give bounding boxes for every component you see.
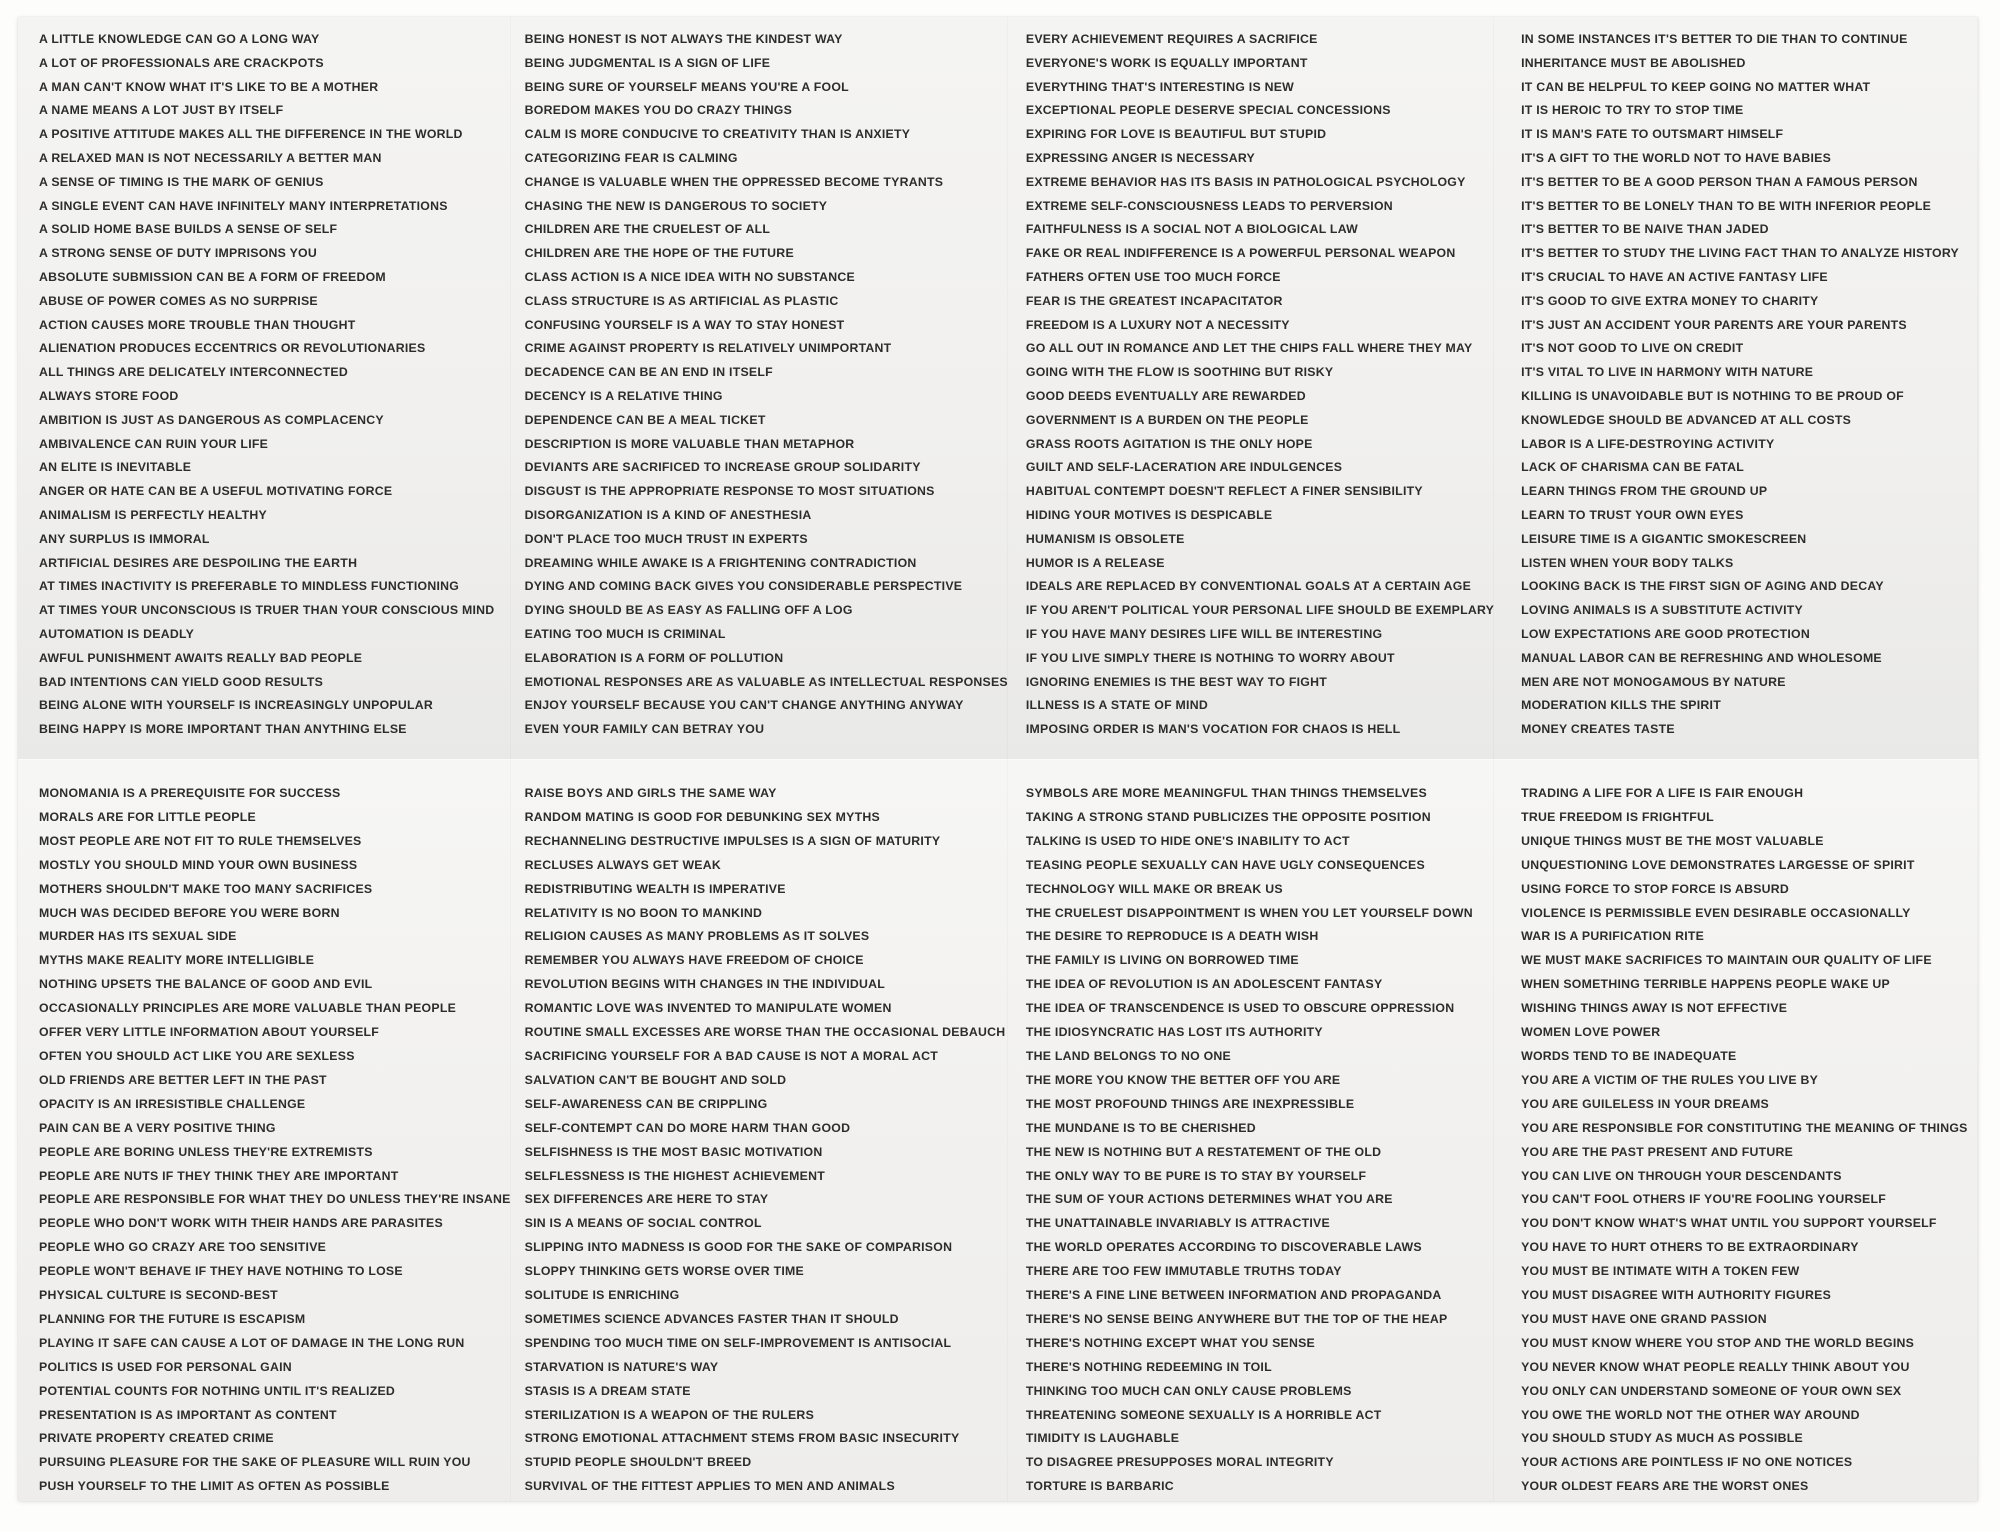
truism-line: YOU ARE THE PAST PRESENT AND FUTURE: [1521, 1144, 1794, 1159]
truism-line: DON'T PLACE TOO MUCH TRUST IN EXPERTS: [524, 531, 808, 546]
truism-line: CHASING THE NEW IS DANGEROUS TO SOCIETY: [524, 198, 828, 213]
truism-line: IDEALS ARE REPLACED BY CONVENTIONAL GOALS AT A CERTAIN AGE: [1025, 579, 1472, 594]
truism-line: AWFUL PUNISHMENT AWAITS REALLY BAD PEOPLE: [39, 650, 363, 665]
truism-line: SELF-AWARENESS CAN BE CRIPPLING: [524, 1096, 768, 1111]
truism-line: A STRONG SENSE OF DUTY IMPRISONS YOU: [39, 246, 317, 261]
truism-line: YOU OWE THE WORLD NOT THE OTHER WAY AROUND: [1521, 1407, 1860, 1422]
truism-line: A SOLID HOME BASE BUILDS A SENSE OF SELF: [39, 222, 338, 237]
truism-line: THE NEW IS NOTHING BUT A RESTATEMENT OF THE OLD: [1025, 1144, 1382, 1159]
truism-line: AMBIVALENCE CAN RUIN YOUR LIFE: [39, 436, 269, 451]
truism-line: GUILT AND SELF-LACERATION ARE INDULGENCES: [1025, 460, 1343, 475]
truism-line: PLAYING IT SAFE CAN CAUSE A LOT OF DAMAGE IN THE LONG RUN: [39, 1335, 465, 1350]
truism-line: IT'S CRUCIAL TO HAVE AN ACTIVE FANTASY LIFE: [1521, 269, 1828, 284]
truism-line: FEAR IS THE GREATEST INCAPACITATOR: [1025, 293, 1283, 308]
truism-line: MODERATION KILLS THE SPIRIT: [1521, 698, 1721, 713]
truism-line: THREATENING SOMEONE SEXUALLY IS A HORRIBLE ACT: [1025, 1407, 1382, 1422]
truism-line: THE IDEA OF REVOLUTION IS AN ADOLESCENT FANTASY: [1025, 977, 1383, 992]
truism-line: ANY SURPLUS IS IMMORAL: [39, 531, 210, 546]
truism-line: ELABORATION IS A FORM OF POLLUTION: [524, 650, 784, 665]
truism-line: YOU HAVE TO HURT OTHERS TO BE EXTRAORDINARY: [1521, 1240, 1859, 1255]
truism-line: FAKE OR REAL INDIFFERENCE IS A POWERFUL PERSONAL WEAPON: [1025, 246, 1456, 261]
truism-line: TEASING PEOPLE SEXUALLY CAN HAVE UGLY CONSEQUENCES: [1025, 857, 1425, 872]
truism-line: IT'S BETTER TO BE LONELY THAN TO BE WITH INFERIOR PEOPLE: [1521, 198, 1932, 213]
truism-line: BEING HONEST IS NOT ALWAYS THE KINDEST WAY: [524, 32, 843, 46]
truism-line: THERE'S NOTHING REDEEMING IN TOIL: [1025, 1359, 1272, 1374]
truism-line: HUMANISM IS OBSOLETE: [1025, 531, 1185, 546]
truism-line: SELFISHNESS IS THE MOST BASIC MOTIVATION: [524, 1144, 823, 1159]
truism-line: YOU MUST KNOW WHERE YOU STOP AND THE WORLD BEGINS: [1521, 1335, 1915, 1350]
truism-line: RAISE BOYS AND GIRLS THE SAME WAY: [524, 786, 777, 800]
truism-line: EVEN YOUR FAMILY CAN BETRAY YOU: [524, 722, 765, 737]
truism-line: SYMBOLS ARE MORE MEANINGFUL THAN THINGS THEMSELVES: [1025, 786, 1427, 800]
truism-line: THE IDEA OF TRANSCENDENCE IS USED TO OBSCURE OPPRESSION: [1025, 1001, 1455, 1016]
truism-line: IGNORING ENEMIES IS THE BEST WAY TO FIGHT: [1025, 674, 1327, 689]
truism-line: LEARN THINGS FROM THE GROUND UP: [1521, 484, 1768, 499]
truism-line: THE CRUELEST DISAPPOINTMENT IS WHEN YOU LET YOURSELF DOWN: [1025, 905, 1473, 920]
truism-line: BEING HAPPY IS MORE IMPORTANT THAN ANYTHING ELSE: [39, 722, 407, 737]
truism-line: DREAMING WHILE AWAKE IS A FRIGHTENING CONTRADICTION: [524, 555, 917, 570]
truism-line: TALKING IS USED TO HIDE ONE'S INABILITY TO ACT: [1025, 833, 1350, 848]
truism-line: CALM IS MORE CONDUCIVE TO CREATIVITY THAN IS ANXIETY: [524, 127, 911, 142]
truism-line: ENJOY YOURSELF BECAUSE YOU CAN'T CHANGE ANYTHING ANYWAY: [524, 698, 964, 713]
truism-line: ROMANTIC LOVE WAS INVENTED TO MANIPULATE WOMEN: [524, 1001, 892, 1016]
truism-line: REMEMBER YOU ALWAYS HAVE FREEDOM OF CHOICE: [524, 953, 864, 968]
truism-line: GOING WITH THE FLOW IS SOOTHING BUT RISKY: [1025, 365, 1334, 380]
truism-line: STERILIZATION IS A WEAPON OF THE RULERS: [524, 1407, 815, 1422]
truism-line: DECENCY IS A RELATIVE THING: [524, 388, 723, 403]
truism-line: IT'S VITAL TO LIVE IN HARMONY WITH NATURE: [1521, 365, 1814, 380]
truism-line: EVERY ACHIEVEMENT REQUIRES A SACRIFICE: [1025, 32, 1318, 46]
truism-line: SEX DIFFERENCES ARE HERE TO STAY: [524, 1192, 769, 1207]
truism-line: EVERYONE'S WORK IS EQUALLY IMPORTANT: [1025, 55, 1308, 70]
truism-line: A SINGLE EVENT CAN HAVE INFINITELY MANY INTERPRETATIONS: [39, 198, 448, 213]
truism-panel-4: [1494, 17, 1978, 759]
truism-line: KILLING IS UNAVOIDABLE BUT IS NOTHING TO BE PROUD OF: [1521, 388, 1904, 403]
truism-line: IT'S BETTER TO BE A GOOD PERSON THAN A FAMOUS PERSON: [1521, 174, 1918, 189]
truism-line: IT CAN BE HELPFUL TO KEEP GOING NO MATTER WHAT: [1521, 79, 1871, 94]
truism-line: TORTURE IS BARBARIC: [1025, 1479, 1174, 1494]
truism-line: A LOT OF PROFESSIONALS ARE CRACKPOTS: [39, 55, 324, 70]
truism-line: UNQUESTIONING LOVE DEMONSTRATES LARGESSE OF SPIRIT: [1521, 857, 1915, 872]
truism-line: MOST PEOPLE ARE NOT FIT TO RULE THEMSELVES: [39, 833, 362, 848]
truism-line: MYTHS MAKE REALITY MORE INTELLIGIBLE: [39, 953, 315, 968]
truism-line: MURDER HAS ITS SEXUAL SIDE: [39, 929, 237, 944]
truism-line: SACRIFICING YOURSELF FOR A BAD CAUSE IS NOT A MORAL ACT: [524, 1048, 939, 1063]
truism-line: YOU MUST HAVE ONE GRAND PASSION: [1521, 1311, 1767, 1326]
truism-line: REDISTRIBUTING WEALTH IS IMPERATIVE: [524, 881, 786, 896]
truism-line: THE SUM OF YOUR ACTIONS DETERMINES WHAT YOU ARE: [1025, 1192, 1393, 1207]
truism-line: AT TIMES YOUR UNCONSCIOUS IS TRUER THAN YOUR CONSCIOUS MIND: [39, 603, 495, 618]
truism-line: DESCRIPTION IS MORE VALUABLE THAN METAPHOR: [524, 436, 855, 451]
truism-line: YOU SHOULD STUDY AS MUCH AS POSSIBLE: [1521, 1431, 1803, 1446]
truism-line: MEN ARE NOT MONOGAMOUS BY NATURE: [1521, 674, 1786, 689]
truism-line: AUTOMATION IS DEADLY: [39, 626, 195, 641]
truism-line: IN SOME INSTANCES IT'S BETTER TO DIE THAN TO CONTINUE: [1521, 32, 1908, 46]
truism-line: RELIGION CAUSES AS MANY PROBLEMS AS IT SOLVES: [524, 929, 870, 944]
truism-line: SELFLESSNESS IS THE HIGHEST ACHIEVEMENT: [524, 1168, 825, 1183]
truism-line: GO ALL OUT IN ROMANCE AND LET THE CHIPS FALL WHERE THEY MAY: [1025, 341, 1473, 356]
truism-line: LABOR IS A LIFE-DESTROYING ACTIVITY: [1521, 436, 1775, 451]
truism-line: MANUAL LABOR CAN BE REFRESHING AND WHOLESOME: [1521, 650, 1882, 665]
truism-line: THERE'S NOTHING EXCEPT WHAT YOU SENSE: [1025, 1335, 1316, 1350]
truism-line: STASIS IS A DREAM STATE: [524, 1383, 691, 1398]
truism-line: YOU ARE RESPONSIBLE FOR CONSTITUTING THE MEANING OF THINGS: [1521, 1120, 1968, 1135]
truism-line: POTENTIAL COUNTS FOR NOTHING UNTIL IT'S REALIZED: [39, 1383, 396, 1398]
truism-line: FAITHFULNESS IS A SOCIAL NOT A BIOLOGICAL LAW: [1025, 222, 1358, 237]
truism-line: SELF-CONTEMPT CAN DO MORE HARM THAN GOOD: [524, 1120, 851, 1135]
truism-line: YOU ONLY CAN UNDERSTAND SOMEONE OF YOUR OWN SEX: [1521, 1383, 1902, 1398]
truism-line: THE LAND BELONGS TO NO ONE: [1025, 1048, 1231, 1063]
truism-line: OPACITY IS AN IRRESISTIBLE CHALLENGE: [39, 1096, 306, 1111]
truism-line: CHILDREN ARE THE CRUELEST OF ALL: [524, 222, 771, 237]
truism-line: TAKING A STRONG STAND PUBLICIZES THE OPPOSITE POSITION: [1025, 809, 1431, 824]
truism-line: PEOPLE WHO DON'T WORK WITH THEIR HANDS ARE PARASITES: [39, 1216, 443, 1231]
truism-line: SOLITUDE IS ENRICHING: [524, 1288, 680, 1303]
truism-line: IF YOU LIVE SIMPLY THERE IS NOTHING TO WORRY ABOUT: [1025, 650, 1395, 665]
truism-line: IF YOU AREN'T POLITICAL YOUR PERSONAL LIFE SHOULD BE EXEMPLARY: [1025, 603, 1495, 618]
truism-line: EXTREME BEHAVIOR HAS ITS BASIS IN PATHOLOGICAL PSYCHOLOGY: [1025, 174, 1466, 189]
truism-line: WISHING THINGS AWAY IS NOT EFFECTIVE: [1521, 1001, 1788, 1016]
truism-line: YOU MUST DISAGREE WITH AUTHORITY FIGURES: [1521, 1288, 1832, 1303]
truism-line: HABITUAL CONTEMPT DOESN'T REFLECT A FINER SENSIBILITY: [1025, 484, 1423, 499]
truism-line: ALWAYS STORE FOOD: [39, 388, 179, 403]
truism-line: EXPRESSING ANGER IS NECESSARY: [1025, 150, 1255, 165]
truism-line: A SENSE OF TIMING IS THE MARK OF GENIUS: [39, 174, 324, 189]
truism-line: CHANGE IS VALUABLE WHEN THE OPPRESSED BECOME TYRANTS: [524, 174, 944, 189]
truism-line: ROUTINE SMALL EXCESSES ARE WORSE THAN THE OCCASIONAL DEBAUCH: [524, 1025, 1006, 1040]
truism-panel-1: [18, 17, 511, 759]
truism-line: YOUR ACTIONS ARE POINTLESS IF NO ONE NOTICES: [1521, 1455, 1853, 1470]
truism-line: A NAME MEANS A LOT JUST BY ITSELF: [39, 103, 284, 118]
truism-line: PRESENTATION IS AS IMPORTANT AS CONTENT: [39, 1407, 337, 1422]
truism-line: A POSITIVE ATTITUDE MAKES ALL THE DIFFERENCE IN THE WORLD: [39, 127, 463, 142]
truism-line: PHYSICAL CULTURE IS SECOND-BEST: [39, 1288, 278, 1303]
truism-line: GOOD DEEDS EVENTUALLY ARE REWARDED: [1025, 388, 1306, 403]
truism-line: TIMIDITY IS LAUGHABLE: [1025, 1431, 1180, 1446]
truism-line: HUMOR IS A RELEASE: [1025, 555, 1165, 570]
truism-line: YOU DON'T KNOW WHAT'S WHAT UNTIL YOU SUPPORT YOURSELF: [1521, 1216, 1937, 1231]
truism-line: THE ONLY WAY TO BE PURE IS TO STAY BY YOURSELF: [1025, 1168, 1367, 1183]
truism-line: EVERYTHING THAT'S INTERESTING IS NEW: [1025, 79, 1295, 94]
truism-line: ILLNESS IS A STATE OF MIND: [1025, 698, 1208, 713]
truism-line: THE FAMILY IS LIVING ON BORROWED TIME: [1025, 953, 1299, 968]
truism-line: AN ELITE IS INEVITABLE: [39, 460, 192, 475]
truism-line: ANGER OR HATE CAN BE A USEFUL MOTIVATING FORCE: [39, 484, 393, 499]
truism-line: PAIN CAN BE A VERY POSITIVE THING: [39, 1120, 276, 1135]
truism-line: TRUE FREEDOM IS FRIGHTFUL: [1521, 809, 1714, 824]
truism-line: TRADING A LIFE FOR A LIFE IS FAIR ENOUGH: [1521, 786, 1804, 800]
truism-line: THERE'S A FINE LINE BETWEEN INFORMATION AND PROPAGANDA: [1025, 1288, 1442, 1303]
truism-line: POLITICS IS USED FOR PERSONAL GAIN: [39, 1359, 292, 1374]
truism-line: STARVATION IS NATURE'S WAY: [524, 1359, 719, 1374]
truism-line: SOMETIMES SCIENCE ADVANCES FASTER THAN IT SHOULD: [524, 1311, 899, 1326]
truism-line: MORALS ARE FOR LITTLE PEOPLE: [39, 809, 256, 824]
truism-line: FATHERS OFTEN USE TOO MUCH FORCE: [1025, 269, 1281, 284]
truism-line: PEOPLE WHO GO CRAZY ARE TOO SENSITIVE: [39, 1240, 327, 1255]
truism-line: LOVING ANIMALS IS A SUBSTITUTE ACTIVITY: [1521, 603, 1803, 618]
truism-line: ALL THINGS ARE DELICATELY INTERCONNECTED: [39, 365, 349, 380]
truism-line: CLASS STRUCTURE IS AS ARTIFICIAL AS PLASTIC: [524, 293, 839, 308]
truism-line: TECHNOLOGY WILL MAKE OR BREAK US: [1025, 881, 1283, 896]
truism-line: EXPIRING FOR LOVE IS BEAUTIFUL BUT STUPID: [1025, 127, 1327, 142]
truism-line: YOU ARE GUILELESS IN YOUR DREAMS: [1521, 1096, 1769, 1111]
truism-line: SALVATION CAN'T BE BOUGHT AND SOLD: [524, 1072, 787, 1087]
truism-line: WHEN SOMETHING TERRIBLE HAPPENS PEOPLE WAKE UP: [1521, 977, 1890, 992]
truism-line: MOTHERS SHOULDN'T MAKE TOO MANY SACRIFICES: [39, 881, 373, 896]
truism-line: OLD FRIENDS ARE BETTER LEFT IN THE PAST: [39, 1072, 327, 1087]
truism-line: OFTEN YOU SHOULD ACT LIKE YOU ARE SEXLESS: [39, 1048, 355, 1063]
truism-line: ACTION CAUSES MORE TROUBLE THAN THOUGHT: [39, 317, 356, 332]
truism-line: HIDING YOUR MOTIVES IS DESPICABLE: [1025, 507, 1273, 522]
truism-line: ABUSE OF POWER COMES AS NO SURPRISE: [39, 293, 318, 308]
truism-line: DYING AND COMING BACK GIVES YOU CONSIDERABLE PERSPECTIVE: [524, 579, 963, 594]
truism-line: YOUR OLDEST FEARS ARE THE WORST ONES: [1521, 1479, 1809, 1494]
truism-line: SIN IS A MEANS OF SOCIAL CONTROL: [524, 1216, 762, 1231]
truism-line: PLANNING FOR THE FUTURE IS ESCAPISM: [39, 1311, 306, 1326]
truism-line: STUPID PEOPLE SHOULDN'T BREED: [524, 1455, 752, 1470]
truism-line: IT IS MAN'S FATE TO OUTSMART HIMSELF: [1521, 127, 1784, 142]
truism-line: THE WORLD OPERATES ACCORDING TO DISCOVERABLE LAWS: [1025, 1240, 1422, 1255]
truism-line: LOOKING BACK IS THE FIRST SIGN OF AGING AND DECAY: [1521, 579, 1884, 594]
truism-line: ARTIFICIAL DESIRES ARE DESPOILING THE EARTH: [39, 555, 358, 570]
truism-line: OCCASIONALLY PRINCIPLES ARE MORE VALUABLE THAN PEOPLE: [39, 1001, 457, 1016]
truism-line: CLASS ACTION IS A NICE IDEA WITH NO SUBSTANCE: [524, 269, 855, 284]
truism-line: PRIVATE PROPERTY CREATED CRIME: [39, 1431, 274, 1446]
truism-line: THERE'S NO SENSE BEING ANYWHERE BUT THE TOP OF THE HEAP: [1025, 1311, 1448, 1326]
truism-line: VIOLENCE IS PERMISSIBLE EVEN DESIRABLE OCCASIONALLY: [1521, 905, 1911, 920]
truism-line: YOU MUST BE INTIMATE WITH A TOKEN FEW: [1521, 1264, 1800, 1279]
truism-line: USING FORCE TO STOP FORCE IS ABSURD: [1521, 881, 1790, 896]
truism-panel-2: [511, 17, 1008, 759]
truism-line: IT'S BETTER TO STUDY THE LIVING FACT THAN TO ANALYZE HISTORY: [1521, 246, 1959, 261]
truism-line: DYING SHOULD BE AS EASY AS FALLING OFF A LOG: [524, 603, 853, 618]
truism-line: GRASS ROOTS AGITATION IS THE ONLY HOPE: [1025, 436, 1313, 451]
truism-line: SLIPPING INTO MADNESS IS GOOD FOR THE SAKE OF COMPARISON: [524, 1240, 953, 1255]
truism-line: LEISURE TIME IS A GIGANTIC SMOKESCREEN: [1521, 531, 1807, 546]
truism-line: THE UNATTAINABLE INVARIABLY IS ATTRACTIVE: [1025, 1216, 1330, 1231]
truism-line: BEING SURE OF YOURSELF MEANS YOU'RE A FOOL: [524, 79, 849, 94]
truism-line: CONFUSING YOURSELF IS A WAY TO STAY HONEST: [524, 317, 845, 332]
truism-line: IT'S BETTER TO BE NAIVE THAN JADED: [1521, 222, 1769, 237]
truism-panel-3: [1008, 17, 1494, 759]
truism-line: PEOPLE ARE RESPONSIBLE FOR WHAT THEY DO UNLESS THEY'RE INSANE: [39, 1192, 511, 1207]
truism-line: SLOPPY THINKING GETS WORSE OVER TIME: [524, 1264, 804, 1279]
truism-line: ALIENATION PRODUCES ECCENTRICS OR REVOLUTIONARIES: [39, 341, 426, 356]
truism-line: WE MUST MAKE SACRIFICES TO MAINTAIN OUR QUALITY OF LIFE: [1521, 953, 1932, 968]
truism-line: YOU CAN'T FOOL OTHERS IF YOU'RE FOOLING YOURSELF: [1521, 1192, 1887, 1207]
truism-line: MUCH WAS DECIDED BEFORE YOU WERE BORN: [39, 905, 340, 920]
truism-line: DISGUST IS THE APPROPRIATE RESPONSE TO MOST SITUATIONS: [524, 484, 935, 499]
truism-line: EATING TOO MUCH IS CRIMINAL: [524, 626, 726, 641]
truism-line: BEING ALONE WITH YOURSELF IS INCREASINGLY UNPOPULAR: [39, 698, 433, 713]
truism-line: CRIME AGAINST PROPERTY IS RELATIVELY UNIMPORTANT: [524, 341, 892, 356]
truism-line: YOU CAN LIVE ON THROUGH YOUR DESCENDANTS: [1521, 1168, 1842, 1183]
truism-line: MOSTLY YOU SHOULD MIND YOUR OWN BUSINESS: [39, 857, 358, 872]
truism-line: A LITTLE KNOWLEDGE CAN GO A LONG WAY: [39, 32, 320, 46]
truism-line: PEOPLE ARE NUTS IF THEY THINK THEY ARE IMPORTANT: [39, 1168, 399, 1183]
truisms-grid: [18, 17, 1978, 1501]
truism-line: CATEGORIZING FEAR IS CALMING: [524, 150, 738, 165]
truism-line: DECADENCE CAN BE AN END IN ITSELF: [524, 365, 773, 380]
truism-line: EMOTIONAL RESPONSES ARE AS VALUABLE AS INTELLECTUAL RESPONSES: [524, 674, 1008, 689]
truism-panel-6: [511, 759, 1008, 1501]
truism-line: GOVERNMENT IS A BURDEN ON THE PEOPLE: [1025, 412, 1309, 427]
truism-line: SURVIVAL OF THE FITTEST APPLIES TO MEN AND ANIMALS: [524, 1479, 895, 1494]
truism-line: EXTREME SELF-CONSCIOUSNESS LEADS TO PERVERSION: [1025, 198, 1393, 213]
truism-line: THINKING TOO MUCH CAN ONLY CAUSE PROBLEMS: [1025, 1383, 1352, 1398]
truism-line: YOU ARE A VICTIM OF THE RULES YOU LIVE BY: [1521, 1072, 1819, 1087]
truism-line: RECLUSES ALWAYS GET WEAK: [524, 857, 722, 872]
truism-line: IT'S NOT GOOD TO LIVE ON CREDIT: [1521, 341, 1744, 356]
truism-line: PEOPLE ARE BORING UNLESS THEY'RE EXTREMISTS: [39, 1144, 373, 1159]
truism-line: CHILDREN ARE THE HOPE OF THE FUTURE: [524, 246, 794, 261]
truism-line: LISTEN WHEN YOUR BODY TALKS: [1521, 555, 1734, 570]
truism-line: IMPOSING ORDER IS MAN'S VOCATION FOR CHAOS IS HELL: [1025, 722, 1401, 737]
truism-line: PURSUING PLEASURE FOR THE SAKE OF PLEASURE WILL RUIN YOU: [39, 1455, 471, 1470]
truism-line: PEOPLE WON'T BEHAVE IF THEY HAVE NOTHING TO LOSE: [39, 1264, 403, 1279]
truism-panel-7: [1008, 759, 1494, 1501]
truism-line: LEARN TO TRUST YOUR OWN EYES: [1521, 507, 1744, 522]
truism-line: TO DISAGREE PRESUPPOSES MORAL INTEGRITY: [1025, 1455, 1334, 1470]
truism-line: AMBITION IS JUST AS DANGEROUS AS COMPLACENCY: [39, 412, 384, 427]
truism-line: KNOWLEDGE SHOULD BE ADVANCED AT ALL COSTS: [1521, 412, 1852, 427]
truism-line: FREEDOM IS A LUXURY NOT A NECESSITY: [1025, 317, 1290, 332]
truism-line: ANIMALISM IS PERFECTLY HEALTHY: [39, 507, 267, 522]
truism-line: IT IS HEROIC TO TRY TO STOP TIME: [1521, 103, 1744, 118]
truism-line: IF YOU HAVE MANY DESIRES LIFE WILL BE INTERESTING: [1025, 626, 1383, 641]
truism-line: AT TIMES INACTIVITY IS PREFERABLE TO MINDLESS FUNCTIONING: [39, 579, 460, 594]
truism-line: DEPENDENCE CAN BE A MEAL TICKET: [524, 412, 766, 427]
truism-line: LACK OF CHARISMA CAN BE FATAL: [1521, 460, 1744, 475]
truism-line: WAR IS A PURIFICATION RITE: [1521, 929, 1705, 944]
truism-line: LOW EXPECTATIONS ARE GOOD PROTECTION: [1521, 626, 1810, 641]
truism-line: UNIQUE THINGS MUST BE THE MOST VALUABLE: [1521, 833, 1824, 848]
truism-line: BAD INTENTIONS CAN YIELD GOOD RESULTS: [39, 674, 324, 689]
truism-panel-5: [18, 759, 511, 1501]
truism-line: WORDS TEND TO BE INADEQUATE: [1521, 1048, 1737, 1063]
truism-line: SPENDING TOO MUCH TIME ON SELF-IMPROVEMENT IS ANTISOCIAL: [524, 1335, 952, 1350]
truism-line: THERE ARE TOO FEW IMMUTABLE TRUTHS TODAY: [1025, 1264, 1342, 1279]
truism-line: A RELAXED MAN IS NOT NECESSARILY A BETTER MAN: [39, 150, 382, 165]
truism-line: MONEY CREATES TASTE: [1521, 722, 1675, 737]
truism-line: OFFER VERY LITTLE INFORMATION ABOUT YOURSELF: [39, 1025, 380, 1040]
truism-line: PUSH YOURSELF TO THE LIMIT AS OFTEN AS POSSIBLE: [39, 1479, 390, 1494]
truism-line: IT'S GOOD TO GIVE EXTRA MONEY TO CHARITY: [1521, 293, 1819, 308]
truism-line: THE IDIOSYNCRATIC HAS LOST ITS AUTHORITY: [1025, 1025, 1323, 1040]
truism-line: DISORGANIZATION IS A KIND OF ANESTHESIA: [524, 507, 812, 522]
truism-line: MONOMANIA IS A PREREQUISITE FOR SUCCESS: [39, 786, 341, 800]
truism-line: THE DESIRE TO REPRODUCE IS A DEATH WISH: [1025, 929, 1319, 944]
truism-line: WOMEN LOVE POWER: [1521, 1025, 1661, 1040]
truism-line: THE MUNDANE IS TO BE CHERISHED: [1025, 1120, 1256, 1135]
truism-line: STRONG EMOTIONAL ATTACHMENT STEMS FROM BASIC INSECURITY: [524, 1431, 960, 1446]
truism-line: EXCEPTIONAL PEOPLE DESERVE SPECIAL CONCESSIONS: [1025, 103, 1391, 118]
truism-panel-8: [1494, 759, 1978, 1501]
truism-line: INHERITANCE MUST BE ABOLISHED: [1521, 55, 1746, 70]
truism-line: YOU NEVER KNOW WHAT PEOPLE REALLY THINK ABOUT YOU: [1521, 1359, 1910, 1374]
truism-line: ABSOLUTE SUBMISSION CAN BE A FORM OF FREEDOM: [39, 269, 386, 284]
truism-line: NOTHING UPSETS THE BALANCE OF GOOD AND EVIL: [39, 977, 373, 992]
truism-line: RANDOM MATING IS GOOD FOR DEBUNKING SEX MYTHS: [524, 809, 880, 824]
truism-line: DEVIANTS ARE SACRIFICED TO INCREASE GROUP SOLIDARITY: [524, 460, 921, 475]
truism-line: REVOLUTION BEGINS WITH CHANGES IN THE INDIVIDUAL: [524, 977, 886, 992]
truism-line: IT'S A GIFT TO THE WORLD NOT TO HAVE BABIES: [1521, 150, 1832, 165]
truism-line: THE MOST PROFOUND THINGS ARE INEXPRESSIBLE: [1025, 1096, 1355, 1111]
truism-line: RECHANNELING DESTRUCTIVE IMPULSES IS A SIGN OF MATURITY: [524, 833, 941, 848]
truism-line: IT'S JUST AN ACCIDENT YOUR PARENTS ARE YOUR PARENTS: [1521, 317, 1907, 332]
truism-line: A MAN CAN'T KNOW WHAT IT'S LIKE TO BE A MOTHER: [39, 79, 379, 94]
truism-line: RELATIVITY IS NO BOON TO MANKIND: [524, 905, 763, 920]
truism-line: BEING JUDGMENTAL IS A SIGN OF LIFE: [524, 55, 771, 70]
truism-line: THE MORE YOU KNOW THE BETTER OFF YOU ARE: [1025, 1072, 1341, 1087]
truism-line: BOREDOM MAKES YOU DO CRAZY THINGS: [524, 103, 793, 118]
